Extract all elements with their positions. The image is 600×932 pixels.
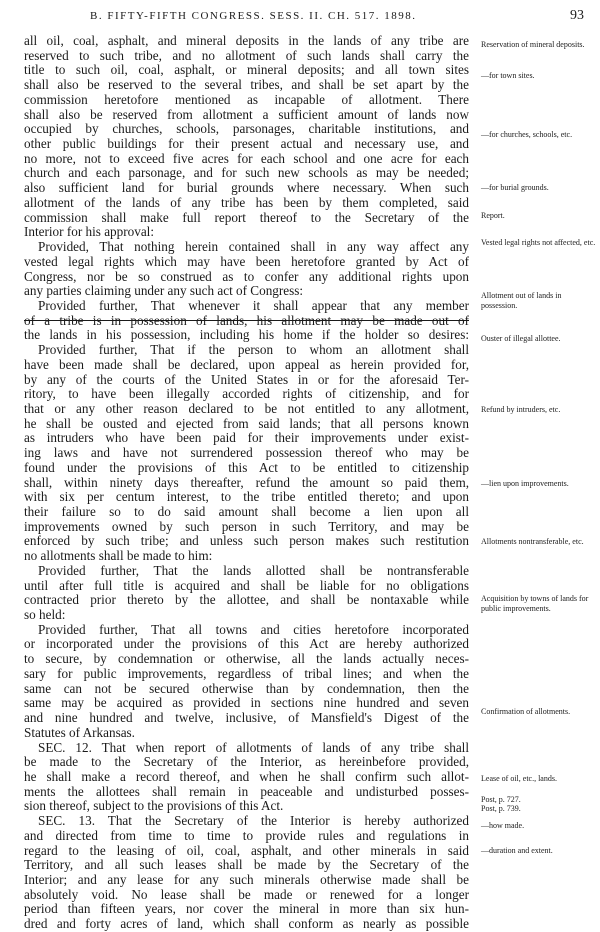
margin-note: —for town sites. <box>481 71 535 80</box>
text-line: with six per centum interest, to the tribe entitled thereto; and upon <box>24 490 469 505</box>
text-line: vested legal rights which may have been heretofore granted by Act of <box>24 254 469 269</box>
text-line: ritory, to have been illegally accorded rights of citizenship, and for <box>24 387 469 402</box>
text-line: Interior for his approval: <box>24 225 155 240</box>
margin-note: Reservation of mineral deposits. <box>481 40 585 49</box>
text-line: their failure so to do said amount shall become a lien upon all <box>24 505 469 519</box>
text-line: Provided further, That whenever it shall appear that any member <box>38 298 469 313</box>
text-line: church and each parsonage, and for such new schools as may be needed; <box>24 166 469 181</box>
margin-note: Ouster of illegal allottee. <box>481 334 561 343</box>
text-line: Provided further, That all towns and cities heretofore incorporated <box>38 622 469 637</box>
text-line: have been made shall be declared, upon appeal as herein provided for, <box>24 357 469 372</box>
margin-note: —for churches, schools, etc. <box>481 130 573 139</box>
margin-note: Allotments nontransferable, etc. <box>481 537 584 546</box>
text-line: improvements owned by such person in such Territory, and may be <box>24 519 469 534</box>
text-line: the lands in his possession, including his home if the holder so desires: <box>24 328 469 343</box>
text-line: to secure, by condemnation or otherwise, all the lands actually neces- <box>24 652 469 667</box>
page-number: 93 <box>570 8 584 23</box>
struck-text-line: of a tribe is in possession of lands, his allotment may be made out of <box>24 313 469 328</box>
text-line: found under the provisions of this Act to be entitled to citizenship <box>24 460 469 475</box>
text-line: no more, not to exceed five acres for each school and one acre for each <box>24 151 469 166</box>
text-line: he shall be ousted and ejected from said lands; that all persons known <box>24 416 469 431</box>
margin-note: Vested legal rights not affected, etc. <box>481 238 596 247</box>
margin-note: —duration and extent. <box>481 846 553 855</box>
margin-note: Allotment out of lands in possession. <box>481 291 562 310</box>
margin-note: —for burial grounds. <box>481 183 549 192</box>
margin-note: —how made. <box>481 821 525 830</box>
text-line: so held: <box>24 608 66 623</box>
text-line: Provided further, That the lands allotted shall be nontransferable <box>38 563 469 578</box>
text-line: Territory, and all such leases shall be made by the Secretary of the <box>24 858 469 873</box>
text-line: regard to the leasing of oil, coal, asphalt, and other minerals in said <box>24 843 469 858</box>
margin-note: Report. <box>481 211 505 220</box>
text-line: until after full title is acquired and shall be liable for no obligations <box>24 578 469 593</box>
text-line: be made to the Secretary of the Interior, as hereinbefore provided, <box>24 755 469 770</box>
text-line: enforced by such tribe; and unless such person makes such restitution <box>24 534 469 549</box>
text-line: SEC. 13. That the Secretary of the Interior is hereby authorized <box>38 814 469 829</box>
text-line: any parties claiming under any such act of Congress: <box>24 284 304 299</box>
text-line: commission heretofore mentioned as incapable of allotment. There <box>24 92 469 107</box>
text-line: dred and forty acres of land, which shall conform as nearly as possible <box>24 917 469 932</box>
text-line: by any of the courts of the United States in or for the aforesaid Ter- <box>24 372 469 387</box>
text-line: and directed from time to time to provide rules and regulations in <box>24 828 469 843</box>
text-line: no allotments shall be made to him: <box>24 549 213 564</box>
text-line: commission shall make full report thereof to the Secretary of the <box>24 210 469 225</box>
text-line: SEC. 12. That when report of allotments of lands of any tribe shall <box>38 740 469 755</box>
text-line: sary for public improvements, regardless of tribal lines; and when the <box>24 666 469 681</box>
text-line: Interior; and any lease for any such minerals otherwise made shall be <box>24 872 469 887</box>
text-line: sion thereof, subject to the provisions of this Act. <box>24 799 284 814</box>
text-line: other public buildings for their present actual and necessary use, and <box>24 137 469 152</box>
text-line: occupied by churches, schools, parsonages, charitable institutions, and <box>24 122 469 137</box>
margin-note: Post, p. 727. <box>481 795 521 804</box>
margin-note: Acquisition by towns of lands for public improvements. <box>481 594 589 613</box>
running-header <box>26 8 586 24</box>
text-line: that or any other reason declared to be not entitled to any allotment, <box>24 401 469 416</box>
text-line: all oil, coal, asphalt, and mineral deposits in the lands of any tribe are <box>24 34 469 48</box>
statute-text <box>24 34 469 932</box>
text-line: Provided further, That if the person to whom an allotment shall <box>38 343 469 358</box>
text-line: and nine hundred and twelve, inclusive, of Mansfield's Digest of the <box>24 711 469 726</box>
text-line: absolutely void. No lease shall be made or renewed for a longer <box>24 887 469 902</box>
text-line: reserved to such tribe, and no allotment of such lands shall carry the <box>24 48 469 63</box>
header-title: B. FIFTY-FIFTH CONGRESS. SESS. II. CH. 517. 1898. <box>90 10 417 22</box>
text-line: Statutes of Arkansas. <box>24 725 135 740</box>
text-line: ing laws and have not surrendered possession thereof who may be <box>24 446 469 461</box>
text-line: shall also be reserved from allotment a sufficient amount of lands now <box>24 107 469 122</box>
text-line: allotment of the lands of any tribe has been by them completed, said <box>24 195 469 210</box>
margin-note: Confirmation of allotments. <box>481 707 571 716</box>
text-line: or incorporated under the provisions of this Act are hereby authorized <box>24 637 469 652</box>
text-line: ments the allottees shall remain in peaceable and undisturbed posses- <box>24 784 469 799</box>
text-line: Provided, That nothing herein contained shall in any way affect any <box>38 240 469 255</box>
text-line: shall, within ninety days thereafter, refund the amount so paid them, <box>24 475 469 490</box>
text-line: same may be acquired as provided in sections nine hundred and seven <box>24 696 469 711</box>
margin-note: Lease of oil, etc., lands. <box>481 774 557 783</box>
margin-note: —lien upon improvements. <box>481 479 569 488</box>
text-line: title to such oil, coal, asphalt, or mineral deposits; and all town sites <box>24 63 469 78</box>
text-line: as intruders who have been paid for their improvements under exist- <box>24 431 469 446</box>
text-line: shall also be reserved to the several tribes, and shall be set apart by the <box>24 78 469 93</box>
text-line: period than fifteen years, nor cover the mineral in more than six hun- <box>24 902 469 917</box>
text-line: Congress, nor be so construed as to confer any additional rights upon <box>24 269 469 284</box>
margin-note: Refund by intruders, etc. <box>481 405 561 414</box>
margin-note: Post, p. 739. <box>481 804 521 813</box>
text-line: contracted prior thereto by the allottee, and shall be nontaxable while <box>24 593 469 608</box>
text-line: same can not be secured otherwise than by condemnation, then the <box>24 681 469 696</box>
text-line: also sufficient land for burial grounds where necessary. When such <box>24 181 469 196</box>
text-line: he shall make a record thereof, and when he shall confirm such allot- <box>24 769 469 784</box>
